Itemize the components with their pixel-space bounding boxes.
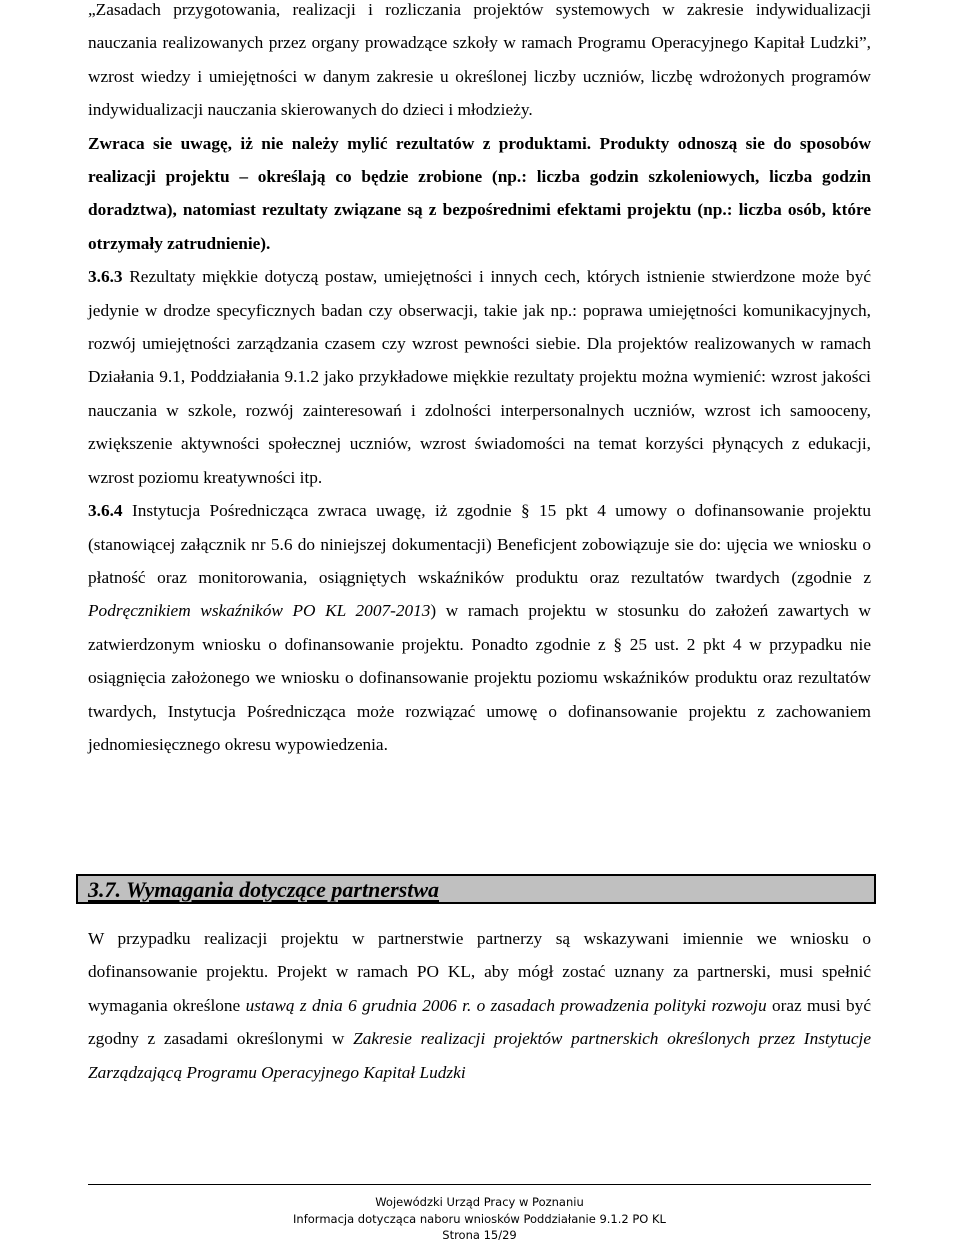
section-number-3-6-4: 3.6.4 — [88, 501, 123, 521]
footer-page-number: Strona 15/29 — [442, 1228, 517, 1242]
paragraph-3-6-4-italic: Podręcznikiem wskaźników PO KL 2007-2013 — [88, 601, 431, 621]
paragraph-partnerstwo-text-a: W przypadku realizacji projektu w partnerstwie partnerzy są wskazywani imiennie we wniosku o dofinansowanie projektu. Projekt w ramach PO KL, aby mógł zostać uznany za partnerski, musi spełnić wymagania określone — [88, 929, 871, 1015]
paragraph-3-6-4 — [88, 494, 871, 761]
paragraph-rezultaty-vs-produkty: Zwraca sie uwagę, iż nie należy mylić rezultatów z produktami. Produkty odnoszą sie do sposobów realizacji projektu – określają co będzie zrobione (np.: liczba godzin szkoleniowych, liczba godzin doradztwa), natomiast rezultaty związane są z bezpośrednimi efektami projektu (np.: liczba osób, które otrzymały zatrudnienie). — [88, 133, 871, 253]
document-body — [88, 0, 871, 761]
section-heading-box — [76, 874, 876, 904]
paragraph-3-6-3 — [88, 260, 871, 494]
footer-document-title: Informacja dotycząca naboru wniosków Poddziałanie 9.1.2 PO KL — [293, 1212, 666, 1226]
partnership-section-body — [88, 922, 871, 1089]
paragraph-3-6-3-text: Rezultaty miękkie dotyczą postaw, umiejętności i innych cech, których istnienie stwierdzone może być jedynie w drodze specyficznych badan czy obserwacji, takie jak np.: poprawa umiejętności komunikacyjnych, rozwój umiejętności zarządzania czasem czy wzrost pewności siebie. Dla projektów realizowanych w ramach Działania 9.1, Poddziałania 9.1.2 jako przykładowe miękkie rezultaty projektu można wymienić: wzrost jakości nauczania w szkole, rozwój zainteresowań i zdolności interpersonalnych uczniów, wzrost ich samooceny, zwiększenie aktywności społecznej uczniów, wzrost świadomości na temat korzyści płynących z edukacji, wzrost poziomu kreatywności itp. — [88, 267, 871, 487]
paragraph-partnerstwo-text-b: oraz musi być zgodny z zasadami określonymi w — [88, 995, 871, 1049]
paragraph-indywidualizacja: „Zasadach przygotowania, realizacji i rozliczania projektów systemowych w zakresie indywidualizacji nauczania realizowanych przez organy prowadzące szkoły w ramach Programu Operacyjnego Kapitał Ludzki”, wzrost wiedzy i umiejętności w danym zakresie u określonej liczby uczniów, liczbę wdrożonych programów indywidualizacji nauczania skierowanych do dzieci i młodzieży. — [88, 0, 871, 120]
paragraph-partnerstwo-italic-2: Zakresie realizacji projektów partnerskich określonych przez Instytucje Zarządzającą Programu Operacyjnego Kapitał Ludzki — [88, 1029, 871, 1082]
paragraph-partnerstwo-italic-1: ustawą z dnia 6 grudnia 2006 r. o zasadach prowadzenia polityki rozwoju — [245, 995, 767, 1015]
section-heading-3-7: 3.7. Wymagania dotyczące partnerstwa — [88, 877, 439, 902]
paragraph-3-6-4-text-b: ) w ramach projektu w stosunku do założeń zawartych w zatwierdzonym wniosku o dofinansowanie projektu. Ponadto zgodnie z § 25 ust. 2 pkt 4 w przypadku nie osiągnięcia założonego we wniosku o dofinansowanie projektu poziomu wskaźników produktu oraz rezultatów twardych, Instytucja Pośrednicząca może rozwiązać umowę o dofinansowanie projektu z zachowaniem jednomiesięcznego okresu wypowiedzenia. — [88, 601, 871, 754]
footer-divider — [88, 1184, 871, 1185]
section-number-3-6-3: 3.6.3 — [88, 267, 123, 287]
paragraph-partnerstwo — [88, 922, 871, 1089]
paragraph-3-6-4-text-a: Instytucja Pośrednicząca zwraca uwagę, iż zgodnie § 15 pkt 4 umowy o dofinansowanie projektu (stanowiącej załącznik nr 5.6 do niniejszej dokumentacji) Beneficjent zobowiązuje sie do: ujęcia we wniosku o płatność oraz monitorowania, osiągniętych wskaźników produktu oraz rezultatów twardych (zgodnie z — [88, 501, 871, 587]
footer-institution: Wojewódzki Urząd Pracy w Poznaniu — [375, 1195, 584, 1209]
